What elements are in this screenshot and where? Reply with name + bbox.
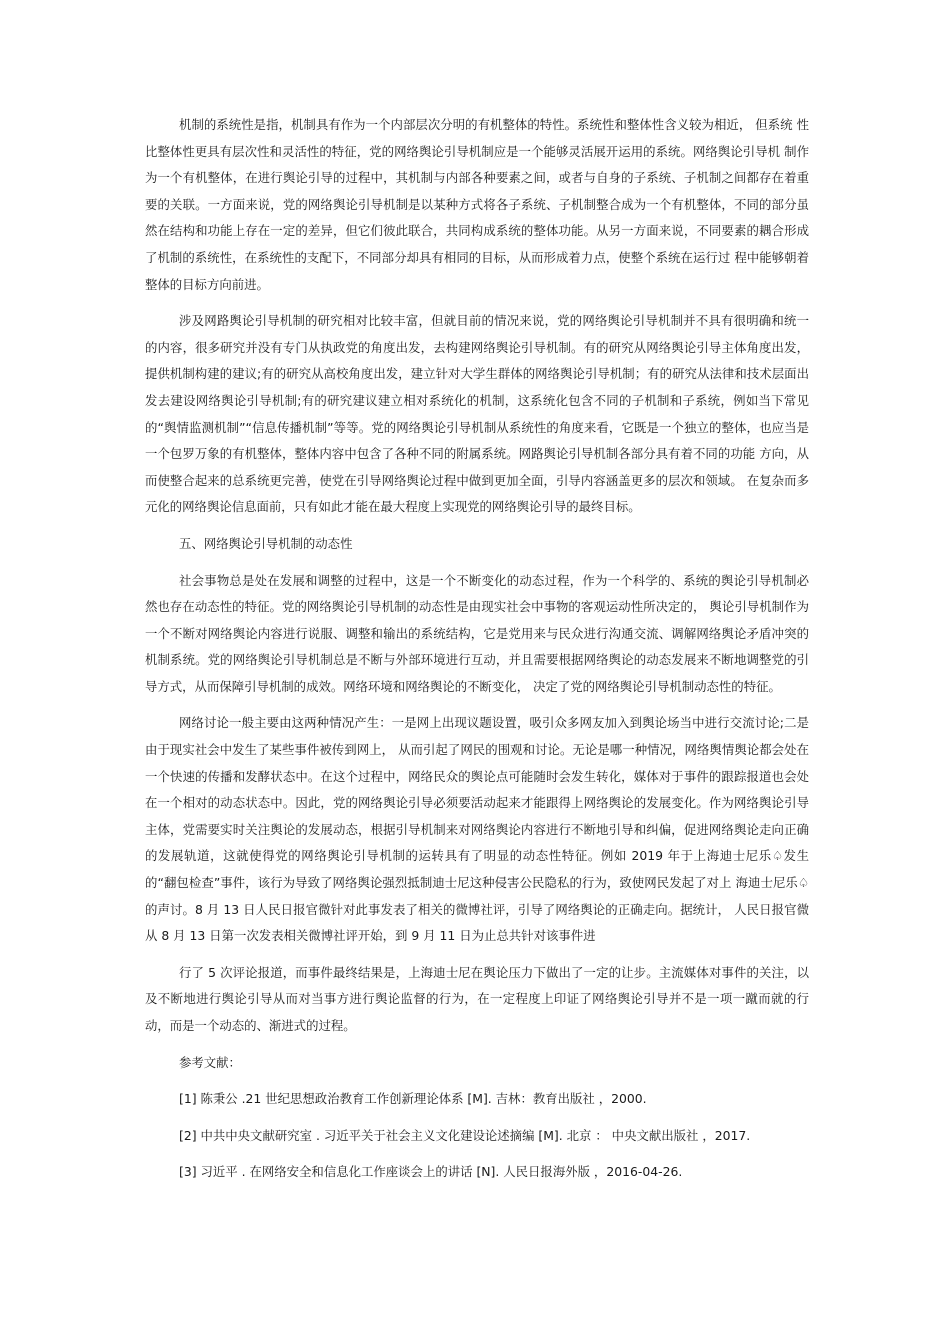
paragraph-dynamics-intro: 社会事物总是处在发展和调整的过程中，这是一个不断变化的动态过程，作为一个科学的、系统的舆论引导机制必然也存在动态性的特征。党的网络舆论引导机制的动态性是由现实社会中事物的客观运动性所决定的， 舆论引导机制作为一个不断对网络舆论内容进行说服、调整和输出的系统结构，它是党用来与民众进行沟通交流、调解网络舆论矛盾冲突的机制系统。党的网络舆论引导机制总是不断与外部环境进行互动，并且需要根据网络舆论的动态发展来不断地调整党的引导方式，从而保障引导机制的成效。网络环境和网络舆论的不断变化， 决定了党的网络舆论引导机制动态性的特征。 [145,572,809,694]
paragraph-research-overview: 涉及网路舆论引导机制的研究相对比较丰富，但就目前的情况来说，党的网络舆论引导机制并不具有很明确和统一的内容，很多研究并没有专门从执政党的角度出发，去构建网络舆论引导机制。有的研究从网络舆论引导主体角度出发，提供机制构建的建议;有的研究从高校角度出发，建立针对大学生群体的网络舆论引导机制；有的研究从法律和技术层面出发去建设网络舆论引导机制;有的研究建议建立相对系统化的机制，这系统化包含不同的子机制和子系统，例如当下常见的“舆情监测机制”“信息传播机制”等等。党的网络舆论引导机制从系统性的角度来看，它既是一个独立的整体，也应当是一个包罗万象的有机整体，整体内容中包含了各种不同的附属系统。网路舆论引导机制各部分具有着不同的功能 方向，从而使整合起来的总系统更完善，使党在引导网络舆论过程中做到更加全面，引导内容涵盖更多的层次和领域。 在复杂而多元化的网络舆论信息面前，只有如此才能在最大程度上实现党的网络舆论引导的最终目标。 [145,313,809,515]
section-heading-dynamics: 五、网络舆论引导机制的动态性 [179,535,353,551]
references-title: 参考文献： [179,1054,241,1070]
paragraph-systematic-definition: 机制的系统性是指，机制具有作为一个内部层次分明的有机整体的特性。系统性和整体性含义较为相近， 但系统 性比整体性更具有层次性和灵活性的特征，党的网络舆论引导机制应是一个能够灵活展开运用的系统。网络舆论引导机 制作为一个有机整体，在进行舆论引导的过程中，其机制与内部各种要素之间，或者与自身的子系统、子机制之间都存在着重要的关联。一方面来说，党的网络舆论引导机制是以某种方式将各子系统、子机制整合成为一个有机整体，不同的部分虽然在结构和功能上存在一定的差异，但它们彼此联合，共同构成系统的整体功能。从另一方面来说，不同要素的耦合形成了机制的系统性，在系统性的支配下，不同部分却具有相同的目标，从而形成着力点，使整个系统在运行过 程中能够朝着整体的目标方向前进。 [145,117,809,292]
article-body [145,112,809,1186]
paragraph-network-discussion: 网络讨论一般主要由这两种情况产生：一是网上出现议题设置，吸引众多网友加入到舆论场当中进行交流讨论;二是由于现实社会中发生了某些事件被传到网上， 从而引起了网民的围观和讨论。无论是哪一种情况，网络舆情舆论都会处在一个快速的传播和发酵状态中。在这个过程中，网络民众的舆论点可能随时会发生转化，媒体对于事件的跟踪报道也会处在一个相对的动态状态中。因此，党的网络舆论引导必须要活动起来才能跟得上网络舆论的发展变化。作为网络舆论引导主体，党需要实时关注舆论的发展动态，根据引导机制来对网络舆论内容进行不断地引导和纠偏，促进网络舆论走向正确的发展轨道，这就使得党的网络舆论引导机制的运转具有了明显的动态性特征。例如 2019 年于上海迪士尼乐♤发生的“翻包检查”事件，该行为导致了网络舆论强烈抵制迪士尼这种侵害公民隐私的行为，致使网民发起了对上 海迪士尼乐♤的声讨。8 月 13 日人民日报官微针对此事发表了相关的微博社评，引导了网络舆论的正确走向。据统计， 人民日报官微从 8 月 13 日第一次发表相关微博社评开始，到 9 月 11 日为止总共针对该事件进 [145,715,809,944]
reference-item: [1] 陈秉公 .21 世纪思想政治教育工作创新理论体系 [M]. 吉林：教育出版社 ，2000. [179,1091,647,1107]
reference-item: [2] 中共中央文献研究室 . 习近平关于社会主义文化建设论述摘编 [M]. 北京 ： 中央文献出版社 ，2017. [179,1127,751,1143]
paragraph-conclusion: 行了 5 次评论报道，而事件最终结果是，上海迪士尼在舆论压力下做出了一定的让步。主流媒体对事件的关注，以及不断地进行舆论引导从而对当事方进行舆论监督的行为，在一定程度上印证了网络舆论引导并不是一项一蹴而就的行动，而是一个动态的、渐进式的过程。 [145,964,809,1033]
reference-item: [3] 习近平 . 在网络安全和信息化工作座谈会上的讲话 [N]. 人民日报海外版 ，2016-04-26. [179,1164,683,1180]
